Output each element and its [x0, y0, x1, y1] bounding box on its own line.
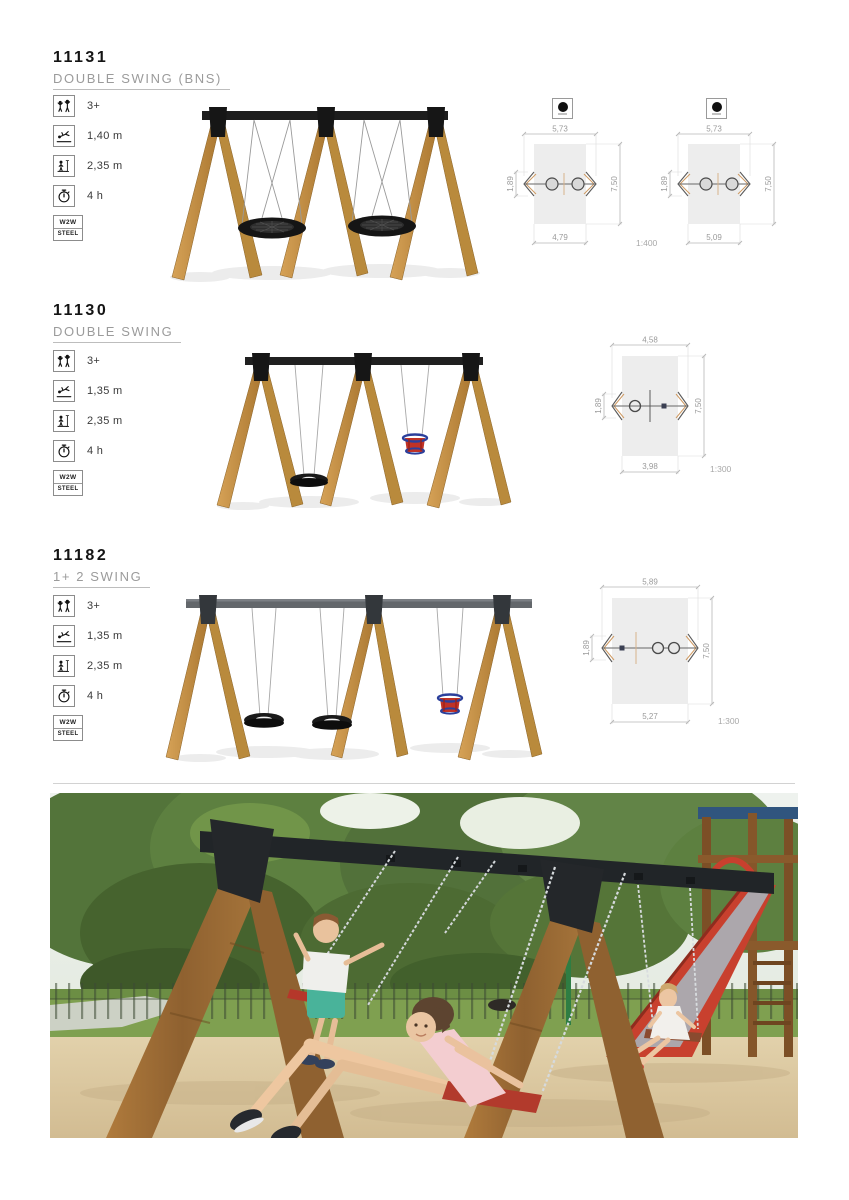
- plan-diagram-11182: [576, 576, 766, 734]
- dim-right: 7,50: [764, 176, 773, 192]
- dim-top: 5,89: [642, 577, 658, 587]
- height-value: 2,35 m: [87, 660, 123, 672]
- dim-left: 1,89: [506, 176, 515, 192]
- spec-age: [53, 350, 100, 372]
- girl-face: [406, 1012, 436, 1042]
- seat-dot: [558, 102, 568, 112]
- assembly-time-icon: [53, 185, 75, 207]
- tire-seat-2: [312, 715, 352, 730]
- baby-seat-plan: [620, 646, 625, 651]
- product-header-11131: [53, 50, 230, 90]
- nest-seat-plan: [726, 178, 738, 190]
- age-icon: [53, 595, 75, 617]
- baby-seat-plan: [662, 404, 667, 409]
- ground-shadow: [174, 743, 538, 762]
- product-render-double-swing: [195, 330, 525, 515]
- nest-seat-right: [348, 216, 416, 237]
- nest-seat-icon-2: [706, 98, 727, 119]
- plan-diagram-11130: [586, 332, 761, 484]
- dim-top: 4,58: [642, 335, 658, 345]
- badge-line2: STEEL: [57, 486, 79, 492]
- tire-seat-plan: [669, 643, 680, 654]
- dim-left: 1,89: [660, 176, 669, 192]
- seat-dot: [712, 102, 722, 112]
- section-divider: [53, 783, 795, 784]
- spec-height: [53, 410, 122, 432]
- spec-height: [53, 155, 122, 177]
- tire-seat: [290, 474, 328, 488]
- time-value: 4 h: [87, 190, 104, 202]
- product-header-11130: [53, 303, 181, 343]
- plan-diagram-11131-b: [652, 122, 817, 254]
- product-render-double-swing-bns: [150, 85, 490, 285]
- badge-line1: W2W: [54, 471, 82, 484]
- height-value: 2,35 m: [87, 160, 123, 172]
- time-value: 4 h: [87, 690, 104, 702]
- dog: [488, 999, 516, 1011]
- badge-line2: STEEL: [57, 231, 79, 237]
- product-name: DOUBLE SWING: [53, 321, 181, 343]
- playground-photo: [50, 793, 798, 1138]
- age-icon: [53, 95, 75, 117]
- fall-height-value: 1,40 m: [87, 130, 123, 142]
- dim-right: 7,50: [610, 176, 619, 192]
- tire-seat-1: [244, 713, 284, 728]
- tire-seat-plan: [653, 643, 664, 654]
- spec-fall-height: [53, 625, 122, 647]
- frame-legs: [166, 612, 542, 760]
- baby-seat: [438, 695, 462, 714]
- assembly-time-icon: [53, 685, 75, 707]
- product-name: DOUBLE SWING (BNS): [53, 68, 230, 90]
- seat-tag: [558, 113, 567, 115]
- frame-plan: [612, 390, 688, 422]
- fall-height-icon: [53, 625, 75, 647]
- nest-seat-plan: [546, 178, 558, 190]
- scale-label: 1:400: [636, 238, 658, 248]
- baby-seat: [403, 435, 427, 454]
- total-height-icon: [53, 155, 75, 177]
- nest-seat-left: [238, 218, 306, 239]
- nest-seat-icon: [552, 98, 573, 119]
- nest-seat-plan: [572, 178, 584, 190]
- frame-legs: [217, 370, 511, 508]
- assembly-time-icon: [53, 440, 75, 462]
- fall-height-value: 1,35 m: [87, 385, 123, 397]
- fall-height-value: 1,35 m: [87, 630, 123, 642]
- dim-bottom: 5,27: [642, 712, 658, 721]
- spec-age: [53, 95, 100, 117]
- time-value: 4 h: [87, 445, 104, 457]
- seat-tag: [712, 113, 721, 115]
- ground-shadow: [170, 264, 480, 282]
- age-value: 3+: [87, 355, 101, 367]
- spec-height: [53, 655, 122, 677]
- product-render-1plus2-swing: [150, 568, 560, 768]
- dim-top: 5,73: [552, 124, 568, 134]
- material-badge: [53, 715, 83, 741]
- age-value: 3+: [87, 100, 101, 112]
- ground-shadow: [217, 492, 511, 510]
- scale-label: 1:300: [710, 464, 732, 474]
- product-name: 1+ 2 SWING: [53, 566, 150, 588]
- badge-line2: STEEL: [57, 731, 79, 737]
- total-height-icon: [53, 655, 75, 677]
- top-beam: [186, 599, 532, 608]
- spec-fall-height: [53, 380, 122, 402]
- total-height-icon: [53, 410, 75, 432]
- spec-age: [53, 595, 100, 617]
- plan-diagram-11131-a: [498, 122, 663, 254]
- product-id: 11131: [53, 49, 109, 66]
- product-header-11182: [53, 548, 150, 588]
- material-badge: [53, 470, 83, 496]
- badge-line1: W2W: [54, 716, 82, 729]
- dim-right: 7,50: [702, 643, 711, 659]
- dim-right: 7,50: [694, 398, 703, 414]
- height-value: 2,35 m: [87, 415, 123, 427]
- spec-time: [53, 685, 103, 707]
- frame-legs: [172, 125, 478, 280]
- dim-bottom: 4,79: [552, 233, 568, 242]
- spec-time: [53, 440, 103, 462]
- dim-left: 1,89: [582, 640, 591, 656]
- badge-line1: W2W: [54, 216, 82, 229]
- scale-label: 1:300: [718, 716, 740, 726]
- fall-height-icon: [53, 125, 75, 147]
- spec-time: [53, 185, 103, 207]
- material-badge: [53, 215, 83, 241]
- nest-seat-plan: [700, 178, 712, 190]
- age-value: 3+: [87, 600, 101, 612]
- age-icon: [53, 350, 75, 372]
- fall-height-icon: [53, 380, 75, 402]
- dim-left: 1,89: [594, 398, 603, 414]
- dim-top: 5,73: [706, 124, 722, 134]
- spec-fall-height: [53, 125, 122, 147]
- dim-bottom: 5,09: [706, 233, 722, 242]
- product-id: 11130: [53, 302, 109, 319]
- product-id: 11182: [53, 547, 109, 564]
- dim-bottom: 3,98: [642, 462, 658, 471]
